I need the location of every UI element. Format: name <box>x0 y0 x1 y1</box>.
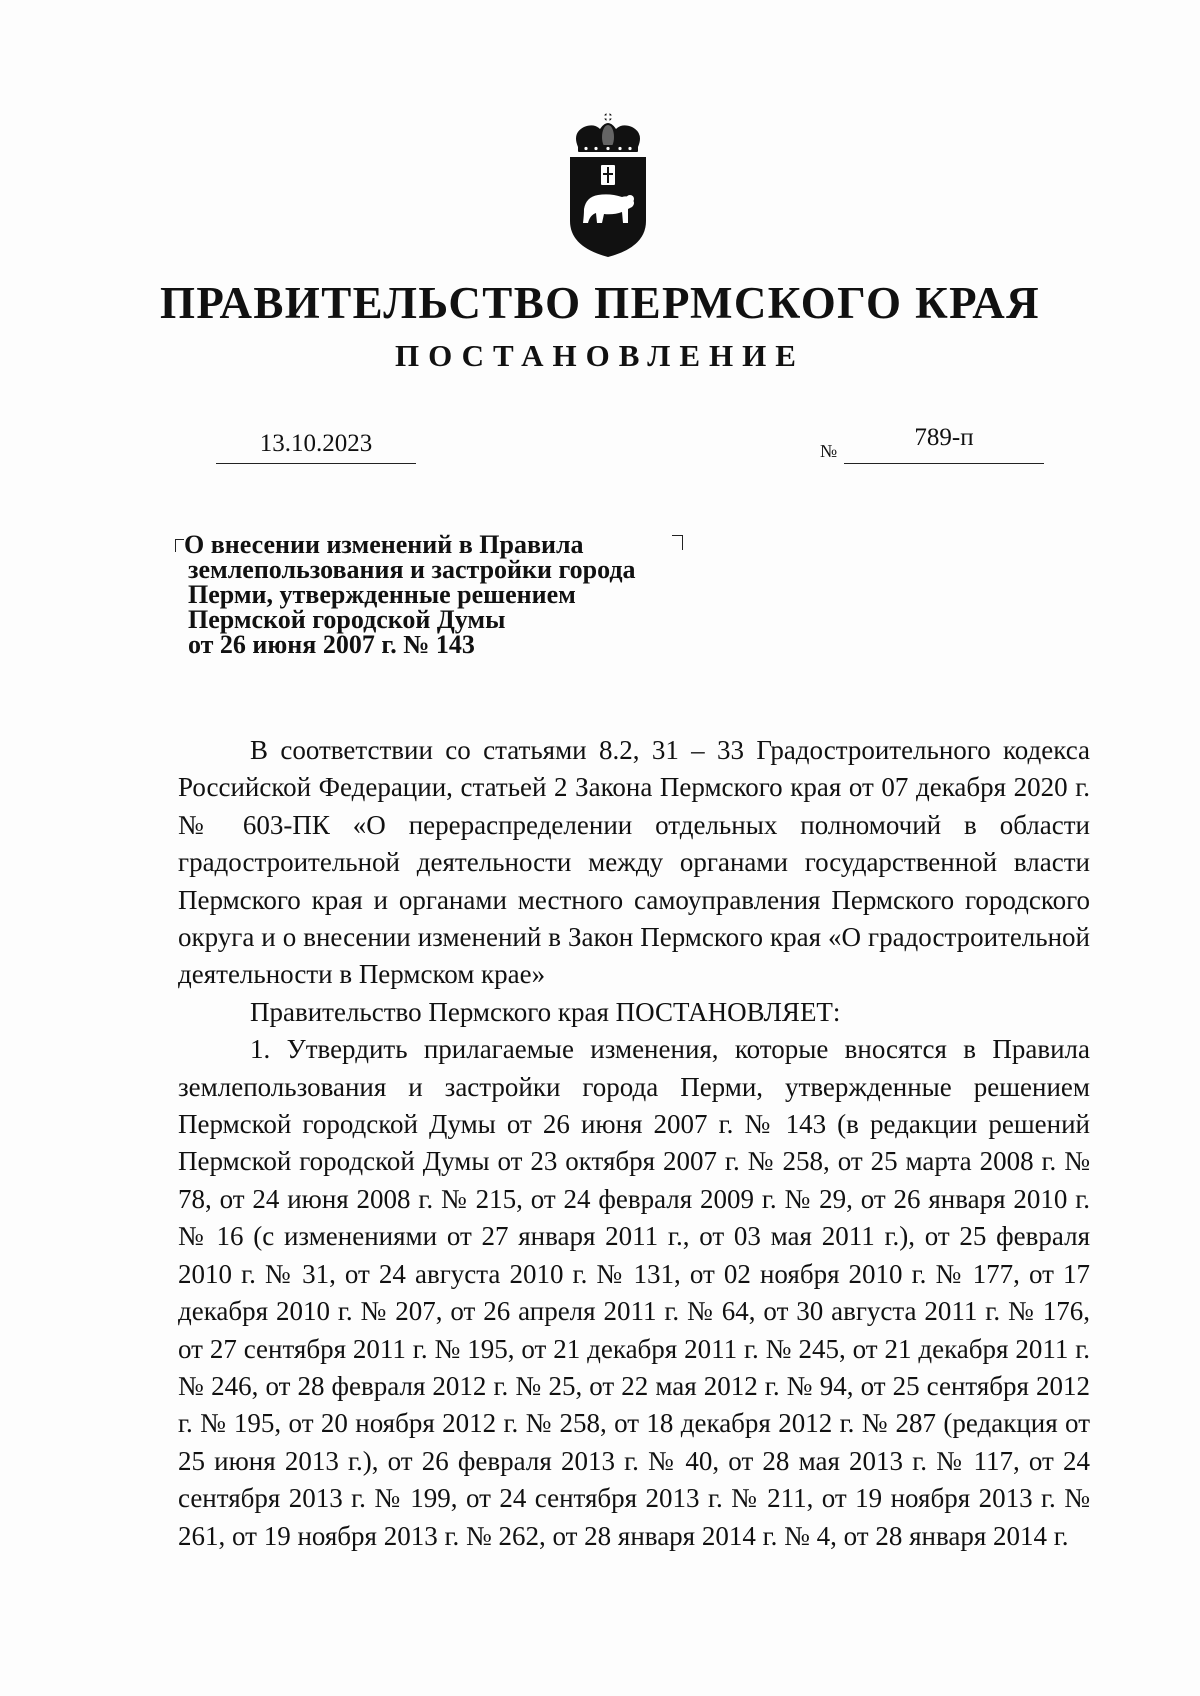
number-underline <box>844 463 1044 464</box>
document-body <box>178 732 1090 1555</box>
coat-of-arms-icon <box>564 111 652 259</box>
date-underline <box>216 463 416 464</box>
document-type: ПОСТАНОВЛЕНИЕ <box>395 338 805 373</box>
document-subject <box>184 532 704 657</box>
subject-line: О внесении изменений в Правила <box>184 530 584 559</box>
subject-corner-mark-left <box>175 539 184 552</box>
subject-line: от 26 июня 2007 г. № 143 <box>188 630 475 659</box>
document-number: 789-п <box>914 424 974 451</box>
number-sign: № <box>820 441 838 461</box>
document-date-field <box>216 427 416 467</box>
body-paragraph: В соответствии со статьями 8.2, 31 – 33 Градостроительного кодекса Российской Федерации, статьей 2 Закона Пермского края от 07 декабря 2020 г. № 603-ПК «О перераспределении отдельных полномочий в области градостроительной деятельности между органами государственной власти Пермского края и органами местного самоуправления Пермского городского округа и о внесении изменений в Закон Пермского края «О градостроительной деятельности в Пермском крае» <box>178 735 1090 990</box>
body-paragraph: Правительство Пермского края ПОСТАНОВЛЯЕТ: <box>250 996 841 1027</box>
document-number-field <box>820 421 1044 469</box>
subject-line: Пермской городской Думы <box>188 605 506 634</box>
document-date: 13.10.2023 <box>259 430 373 457</box>
subject-line: землепользования и застройки города <box>188 555 636 584</box>
body-paragraph: 1. Утвердить прилагаемые изменения, которые вносятся в Правила землепользования и застройки города Перми, утвержденные решением Пермской городской Думы от 26 июня 2007 г. № 143 (в редакции решений Пермской городской Думы от 23 октября 2007 г. № 258, от 25 марта 2008 г. № 78, от 24 июня 2008 г. № 215, от 24 февраля 2009 г. № 29, от 26 января 2010 г. № 16 (с изменениями от 27 января 2011 г., от 03 мая 2011 г.), от 25 февраля 2010 г. № 31, от 24 августа 2010 г. № 131, от 02 ноября 2010 г. № 177, от 17 декабря 2010 г. № 207, от 26 апреля 2011 г. № 64, от 30 августа 2011 г. № 176, от 27 сентября 2011 г. № 195, от 21 декабря 2011 г. № 245, от 21 декабря 2011 г. № 246, от 28 февраля 2012 г. № 25, от 22 мая 2012 г. № 94, от 25 сентября 2012 г. № 195, от 20 ноября 2012 г. № 258, от 18 декабря 2012 г. № 287 (редакция от 25 июня 2013 г.), от 26 февраля 2013 г. № 40, от 28 мая 2013 г. № 117, от 24 сентября 2013 г. № 199, от 24 сентября 2013 г. № 211, от 19 ноября 2013 г. № 261, от 19 ноября 2013 г. № 262, от 28 января 2014 г. № 4, от 28 января 2014 г. <box>178 1034 1090 1551</box>
subject-line: Перми, утвержденные решением <box>188 580 576 609</box>
organization-title: ПРАВИТЕЛЬСТВО ПЕРМСКОГО КРАЯ <box>159 278 1041 328</box>
